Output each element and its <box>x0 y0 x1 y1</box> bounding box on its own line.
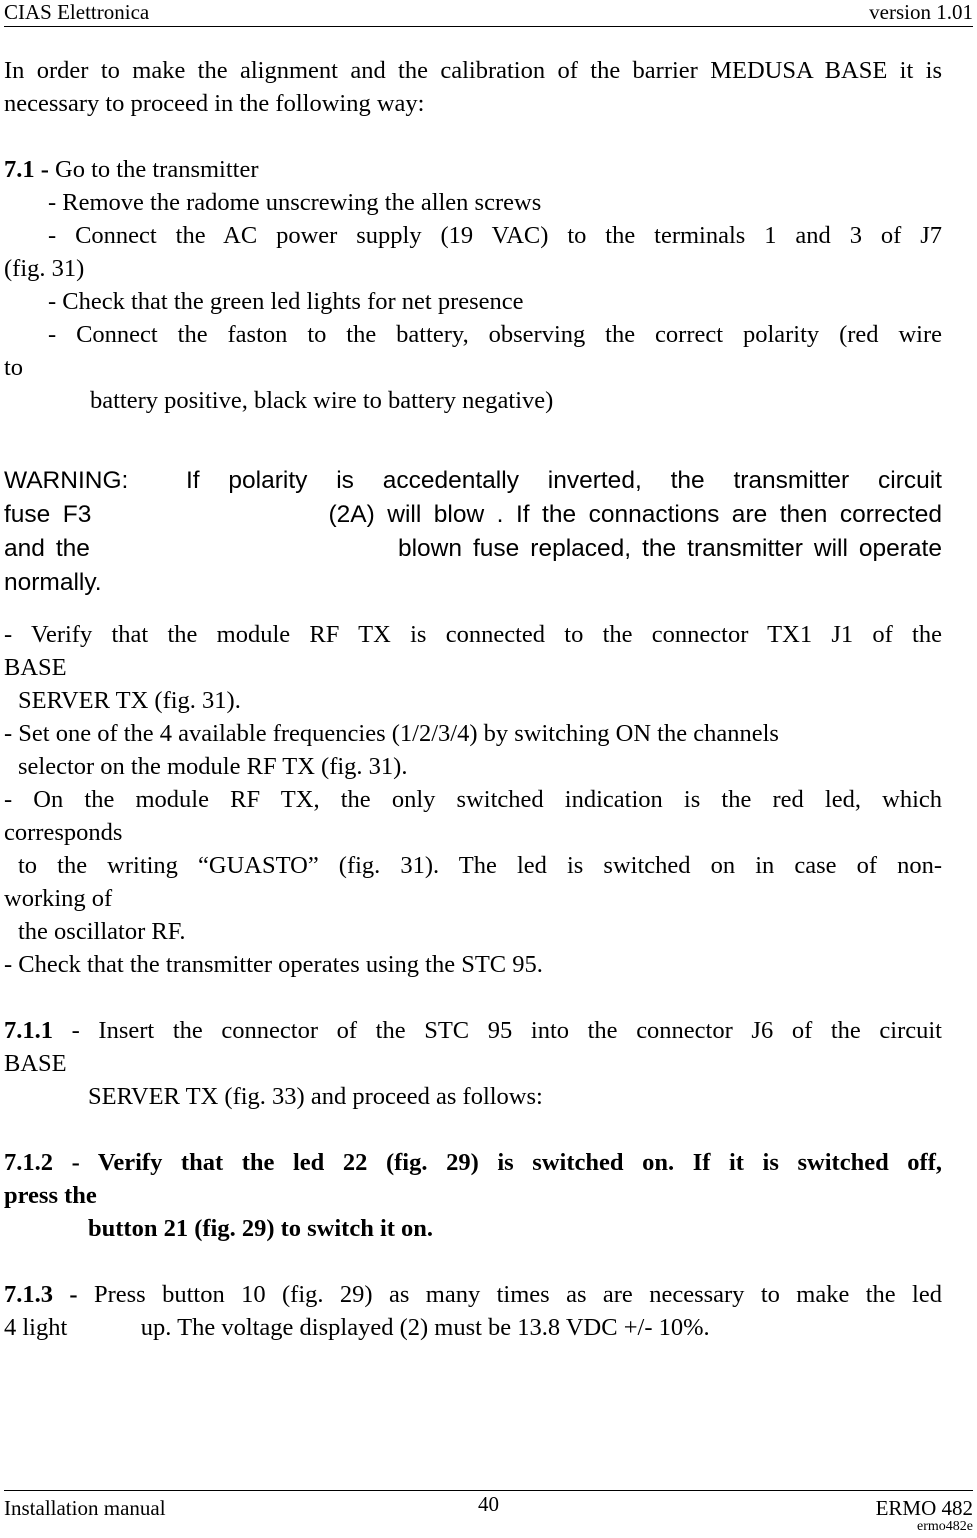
check-red-led-cont2: to the writing “GUASTO” (fig. 31). The led is switched on in case of non- <box>18 852 942 879</box>
header-company: CIAS Elettronica <box>4 0 150 24</box>
section-7-1-title: Go to the transmitter <box>48 156 259 183</box>
section-7-1-2-line-1: 7.1.2 - Verify that the led 22 (fig. 29) is switched on. If it is switched off, <box>4 1149 942 1176</box>
step-connect-ac-cont: (fig. 31) <box>4 255 85 282</box>
section-7-1-1-label: 7.1.1 <box>4 1017 53 1044</box>
step-connect-faston: - Connect the faston to the battery, observing the correct polarity (red wire <box>48 321 942 348</box>
header-divider <box>4 26 973 27</box>
check-rf-module: - Verify that the module RF TX is connected to the connector TX1 J1 of the <box>4 621 942 648</box>
warning-block <box>4 464 942 600</box>
section-7-1-label: 7.1 - <box>4 156 49 183</box>
step-connect-faston-cont2: battery positive, black wire to battery negative) <box>90 387 554 414</box>
warning-line-2: fuse F3 (2A) will blow . If the connactions are then corrected <box>4 501 942 528</box>
section-7-1-3-text: Press button 10 (fig. 29) as many times as are necessary to make the led <box>77 1281 942 1308</box>
footer-product: ERMO 482 <box>875 1496 973 1520</box>
document-body <box>4 54 942 1344</box>
warning-line-3: and the blown fuse replaced, the transmitter will operate <box>4 535 942 562</box>
footer-manual-title: Installation manual <box>4 1496 166 1520</box>
check-rf-module-cont: BASE <box>4 654 67 681</box>
check-frequency-cont: selector on the module RF TX (fig. 31). <box>18 753 408 780</box>
section-7-1-1-text: - Insert the connector of the STC 95 into the connector J6 of the circuit <box>53 1017 942 1044</box>
check-stc95: - Check that the transmitter operates using the STC 95. <box>4 951 543 978</box>
check-rf-module-cont2: SERVER TX (fig. 31). <box>18 687 241 714</box>
footer-page-number: 40 <box>478 1492 499 1516</box>
step-check-led: - Check that the green led lights for net presence <box>48 288 524 315</box>
footer-doc-code: ermo482e <box>917 1519 973 1534</box>
check-red-led-cont: corresponds <box>4 819 123 846</box>
check-red-led-cont3: working of <box>4 885 113 912</box>
section-7-1-1-line-2: BASE <box>4 1050 67 1077</box>
section-7-1-1-line-1 <box>4 1014 942 1047</box>
step-remove-radome: - Remove the radome unscrewing the allen screws <box>48 189 542 216</box>
section-7-1-2-line-2: press the <box>4 1182 97 1209</box>
check-red-led: - On the module RF TX, the only switched indication is the red led, which <box>4 786 942 813</box>
section-7-1-3-label: 7.1.3 - <box>4 1281 78 1308</box>
section-7-1-heading <box>4 153 942 186</box>
page-header <box>4 0 973 26</box>
header-version: version 1.01 <box>869 0 973 24</box>
check-frequency: - Set one of the 4 available frequencies (1/2/3/4) by switching ON the channels <box>4 720 779 747</box>
section-7-1-2-line-3: button 21 (fig. 29) to switch it on. <box>88 1215 434 1242</box>
footer-divider <box>4 1490 973 1491</box>
intro-paragraph: In order to make the alignment and the calibration of the barrier MEDUSA BASE it is necessary to proceed in the following way: <box>4 57 942 117</box>
page-footer <box>4 1492 973 1538</box>
section-7-1-3-line-1 <box>4 1278 942 1311</box>
check-red-led-cont4: the oscillator RF. <box>18 918 186 945</box>
step-connect-faston-cont: to <box>4 354 24 381</box>
warning-line-4: normally. <box>4 569 102 596</box>
step-connect-ac: - Connect the AC power supply (19 VAC) to the terminals 1 and 3 of J7 <box>48 222 942 249</box>
section-7-1-1-line-3: SERVER TX (fig. 33) and proceed as follows: <box>88 1083 543 1110</box>
section-7-1-3-line-2: 4 light up. The voltage displayed (2) must be 13.8 VDC +/- 10%. <box>4 1314 710 1341</box>
warning-line-1: WARNING: If polarity is accedentally inverted, the transmitter circuit <box>4 467 942 494</box>
